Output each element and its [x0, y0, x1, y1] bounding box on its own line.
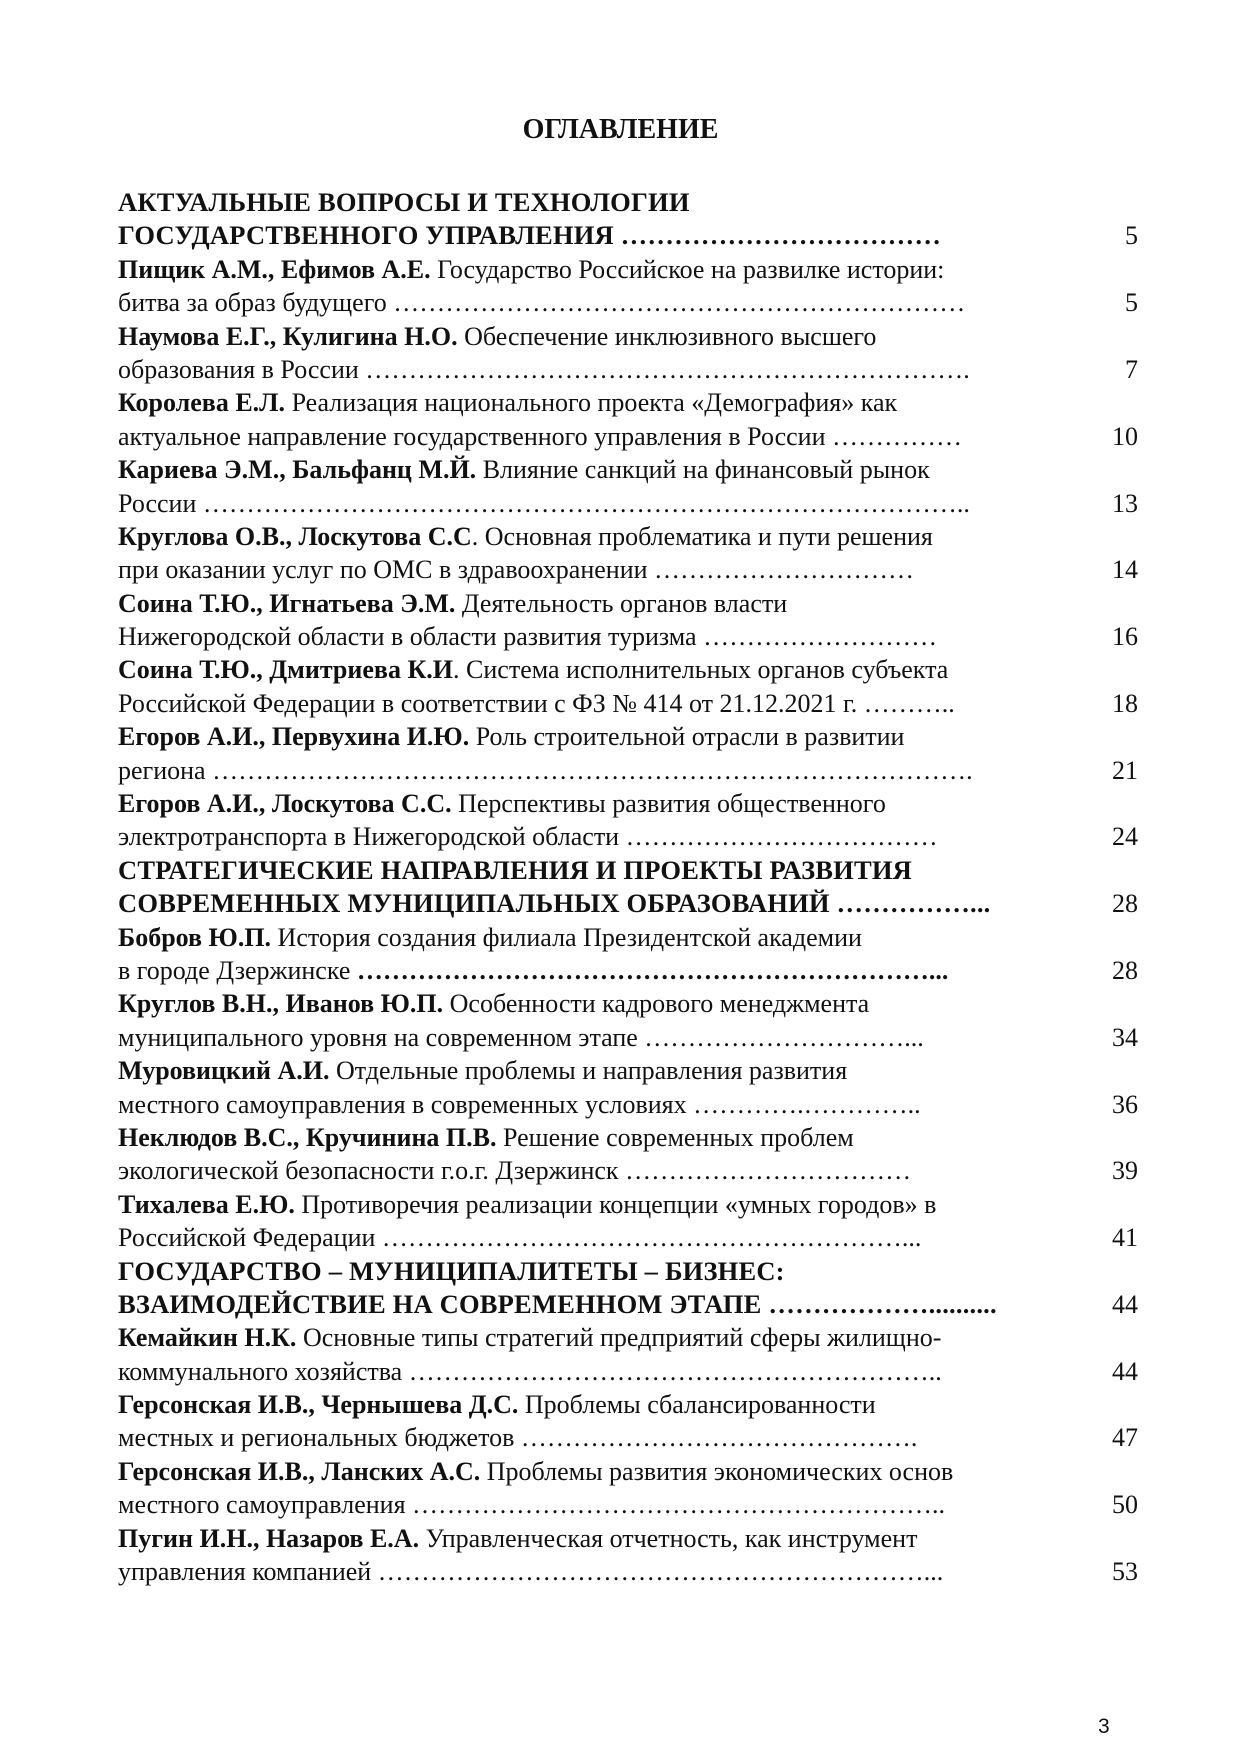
- toc-line-text: [118, 186, 1078, 219]
- section-title: ВЗАИМОДЕЙСТВИЕ НА СОВРЕМЕННОМ ЭТАПЕ ………………..........: [118, 1288, 997, 1319]
- entry-title: управления компанией ………………………………………………………...: [118, 1557, 944, 1587]
- entry-title: Роль строительной отрасли в развитии: [469, 722, 905, 752]
- toc-entry-line: [118, 1455, 1138, 1488]
- entry-title: в городе Дзержинске: [118, 955, 357, 985]
- toc-line-text: [118, 420, 1078, 453]
- toc-page-number: 53: [1112, 1557, 1138, 1587]
- toc-line-text: [118, 887, 1078, 920]
- toc-line-text: [118, 1421, 1078, 1454]
- toc-entry-line: [118, 1188, 1138, 1221]
- toc-page-number: 50: [1112, 1490, 1138, 1520]
- entry-title: экологической безопасности г.о.г. Дзержинск ……………………………: [118, 1156, 912, 1186]
- entry-authors: Соина Т.Ю., Дмитриева К.И: [118, 655, 454, 685]
- toc-entry-line: [118, 386, 1138, 419]
- toc-line-text: [118, 1555, 1078, 1588]
- toc-section-heading-line: [118, 1288, 1138, 1321]
- page-number: 3: [1098, 1715, 1110, 1738]
- entry-title: при оказании услуг по ОМС в здравоохранении …………………………: [118, 555, 915, 585]
- entry-authors: Бобров Ю.П.: [118, 922, 272, 952]
- entry-title: местных и региональных бюджетов ……………………………………….: [118, 1423, 918, 1453]
- toc-page-number: 7: [1125, 354, 1138, 384]
- toc-entry-line: [118, 1121, 1138, 1154]
- toc-entry-line: [118, 487, 1138, 520]
- toc-line-text: [118, 219, 1078, 252]
- toc-page-number: 5: [1125, 288, 1138, 318]
- entry-title: электротранспорта в Нижегородской области ………………………………: [118, 822, 938, 852]
- toc-line-text: [118, 1188, 1078, 1221]
- toc-page-number: 41: [1112, 1223, 1138, 1253]
- toc-entry-line: [118, 1088, 1138, 1121]
- toc-entry-line: [118, 653, 1138, 686]
- toc-line-text: [118, 854, 1078, 887]
- toc-line-text: [118, 720, 1078, 753]
- toc-line-text: [118, 820, 1078, 853]
- toc-page-number: 21: [1112, 755, 1138, 785]
- toc-entry-line: [118, 286, 1138, 319]
- entry-leader-dots: …………………………………………………………...: [356, 955, 949, 985]
- toc-line-text: [118, 620, 1078, 653]
- entry-authors: Кемайкин Н.К.: [118, 1323, 297, 1353]
- toc-page-number: 10: [1112, 421, 1138, 451]
- toc-page-number: 34: [1112, 1022, 1138, 1052]
- toc-line-text: [118, 921, 1078, 954]
- entry-authors: Неклюдов В.С., Кручинина П.В.: [118, 1122, 497, 1152]
- entry-title: России ……………………………………………………………………………..: [118, 488, 970, 518]
- entry-authors: Кариева Э.М., Бальфанц М.Й.: [118, 455, 477, 485]
- toc-page-number: 14: [1112, 555, 1138, 585]
- toc-page-number: 16: [1112, 622, 1138, 652]
- entry-title: Обеспечение инклюзивного высшего: [457, 321, 877, 351]
- entry-title: Отдельные проблемы и направления развития: [329, 1056, 848, 1086]
- toc-page-number: 5: [1125, 221, 1138, 251]
- toc-line-text: [118, 1488, 1078, 1521]
- toc-line-text: [118, 687, 1078, 720]
- toc-line-text: [118, 520, 1078, 553]
- toc-line-text: [118, 553, 1078, 586]
- entry-title: местного самоуправления ……………………………………………………..: [118, 1490, 946, 1520]
- entry-title: Российской Федерации ……………………………………………………...: [118, 1223, 922, 1253]
- toc-line-text: [118, 1054, 1078, 1087]
- entry-title: Проблемы развития экономических основ: [480, 1456, 954, 1486]
- toc-line-text: [118, 1355, 1078, 1388]
- entry-authors: Наумова Е.Г., Кулигина Н.О.: [118, 321, 458, 351]
- entry-title: Деятельность органов власти: [455, 588, 788, 618]
- toc-line-text: [118, 320, 1078, 353]
- toc-section-heading-line: [118, 186, 1138, 219]
- entry-title: Нижегородской области в области развития туризма ………………………: [118, 622, 938, 652]
- toc-entry-line: [118, 520, 1138, 553]
- toc-page-number: 24: [1112, 822, 1138, 852]
- toc-line-text: [118, 353, 1078, 386]
- toc-page-number: 18: [1112, 688, 1138, 718]
- toc-entry-line: [118, 687, 1138, 720]
- toc-line-text: [118, 587, 1078, 620]
- toc-entry-line: [118, 1355, 1138, 1388]
- toc-page-number: 36: [1112, 1089, 1138, 1119]
- page-title: ОГЛАВЛЕНИЕ: [522, 114, 719, 145]
- toc-entry-line: [118, 1522, 1138, 1555]
- toc-section-heading-line: [118, 219, 1138, 252]
- toc-entry-line: [118, 1021, 1138, 1054]
- toc-section-heading-line: [118, 1255, 1138, 1288]
- entry-title: битва за образ будущего …………………………………………………………: [118, 288, 966, 318]
- toc-entry-line: [118, 420, 1138, 453]
- entry-title: Противоречия реализации концепции «умных городов» в: [294, 1189, 937, 1219]
- toc-entry-line: [118, 353, 1138, 386]
- toc-entry-line: [118, 987, 1138, 1020]
- entry-title: актуальное направление государственного управления в России ……………: [118, 421, 962, 451]
- toc-entry-line: [118, 1054, 1138, 1087]
- entry-authors: Герсонская И.В., Ланских А.С.: [118, 1456, 481, 1486]
- toc-line-text: [118, 1321, 1078, 1354]
- toc-line-text: [118, 1221, 1078, 1254]
- toc-line-text: [118, 787, 1078, 820]
- entry-title: Основные типы стратегий предприятий сферы жилищно-: [296, 1323, 942, 1353]
- toc-line-text: [118, 286, 1078, 319]
- toc-line-text: [118, 954, 1078, 987]
- toc-section-heading-line: [118, 887, 1138, 920]
- toc-entry-line: [118, 1221, 1138, 1254]
- toc-line-text: [118, 653, 1078, 686]
- entry-title: местного самоуправления в современных условиях ………….…………..: [118, 1089, 921, 1119]
- toc-line-text: [118, 487, 1078, 520]
- toc-section-heading-line: [118, 854, 1138, 887]
- toc-entry-line: [118, 1154, 1138, 1187]
- toc-entry-line: [118, 587, 1138, 620]
- toc-line-text: [118, 1154, 1078, 1187]
- toc-line-text: [118, 386, 1078, 419]
- toc-entry-line: [118, 553, 1138, 586]
- toc-entry-line: [118, 620, 1138, 653]
- toc-entry-line: [118, 820, 1138, 853]
- entry-title: Решение современных проблем: [496, 1122, 854, 1152]
- entry-authors: Муровицкий А.И.: [118, 1056, 330, 1086]
- section-title: ГОСУДАРСТВО – МУНИЦИПАЛИТЕТЫ – БИЗНЕС:: [118, 1255, 785, 1286]
- entry-title: Управленческая отчетность, как инструмент: [419, 1523, 918, 1553]
- entry-authors: Тихалева Е.Ю.: [118, 1189, 295, 1219]
- toc-line-text: [118, 1455, 1078, 1488]
- entry-title: Реализация национального проекта «Демография» как: [285, 388, 898, 418]
- entry-title: . Система исполнительных органов субъекта: [453, 655, 949, 685]
- toc-entry-line: [118, 253, 1138, 286]
- entry-title: коммунального хозяйства ……………………………………………………..: [118, 1356, 942, 1386]
- entry-title: образования в России …………………………………………………………….: [118, 354, 970, 384]
- toc-line-text: [118, 987, 1078, 1020]
- toc-entry-line: [118, 787, 1138, 820]
- entry-title: Проблемы сбалансированности: [518, 1390, 876, 1420]
- toc-page-number: 28: [1112, 955, 1138, 985]
- entry-authors: Егоров А.И., Первухина И.Ю.: [118, 722, 470, 752]
- toc-line-text: [118, 453, 1078, 486]
- toc-line-text: [118, 253, 1078, 286]
- toc-line-text: [118, 1388, 1078, 1421]
- toc-entry-line: [118, 320, 1138, 353]
- entry-authors: Соина Т.Ю., Игнатьева Э.М.: [118, 588, 456, 618]
- entry-title: Государство Российское на развилке истории:: [430, 254, 945, 284]
- toc-page-number: 39: [1112, 1156, 1138, 1186]
- entry-title: региона …………………………………………………………………………….: [118, 755, 973, 785]
- toc-entry-line: [118, 453, 1138, 486]
- toc-line-text: [118, 1255, 1078, 1288]
- entry-title: Особенности кадрового менеджмента: [443, 989, 870, 1019]
- toc-line-text: [118, 1522, 1078, 1555]
- entry-authors: Круглов В.Н., Иванов Ю.П.: [118, 989, 444, 1019]
- entry-authors: Пищик А.М., Ефимов А.Е.: [118, 254, 431, 284]
- entry-authors: Герсонская И.В., Чернышева Д.С.: [118, 1390, 519, 1420]
- entry-authors: Пугин И.Н., Назаров Е.А.: [118, 1523, 420, 1553]
- toc-entry-line: [118, 720, 1138, 753]
- toc-page-number: 13: [1112, 488, 1138, 518]
- toc-page-number: 44: [1112, 1289, 1138, 1319]
- toc-entry-line: [118, 954, 1138, 987]
- toc-entry-line: [118, 1388, 1138, 1421]
- toc-page-number: 47: [1112, 1423, 1138, 1453]
- entry-title: . Основная проблематика и пути решения: [471, 521, 933, 551]
- entry-title: История создания филиала Президентской академии: [271, 922, 862, 952]
- toc-page-number: 44: [1112, 1356, 1138, 1386]
- table-of-contents: [118, 186, 1138, 1588]
- section-title: ГОСУДАРСТВЕННОГО УПРАВЛЕНИЯ ………………………………: [118, 220, 942, 251]
- entry-title: Влияние санкций на финансовый рынок: [476, 455, 930, 485]
- toc-line-text: [118, 754, 1078, 787]
- section-title: СОВРЕМЕННЫХ МУНИЦИПАЛЬНЫХ ОБРАЗОВАНИЙ ……………...: [118, 888, 991, 919]
- toc-entry-line: [118, 1555, 1138, 1588]
- section-title: АКТУАЛЬНЫЕ ВОПРОСЫ И ТЕХНОЛОГИИ: [118, 187, 690, 217]
- entry-title: Российской Федерации в соответствии с ФЗ № 414 от 21.12.2021 г. ………..: [118, 688, 955, 718]
- toc-page-number: 28: [1112, 889, 1138, 919]
- entry-title: муниципального уровня на современном этапе …………………………...: [118, 1022, 924, 1052]
- toc-line-text: [118, 1088, 1078, 1121]
- toc-line-text: [118, 1121, 1078, 1154]
- toc-line-text: [118, 1021, 1078, 1054]
- section-title: СТРАТЕГИЧЕСКИЕ НАПРАВЛЕНИЯ И ПРОЕКТЫ РАЗВИТИЯ: [118, 854, 913, 885]
- entry-authors: Егоров А.И., Лоскутова С.С.: [118, 789, 452, 819]
- toc-entry-line: [118, 1321, 1138, 1354]
- toc-line-text: [118, 1288, 1078, 1321]
- entry-authors: Круглова О.В., Лоскутова С.С: [118, 521, 472, 551]
- toc-entry-line: [118, 754, 1138, 787]
- entry-title: Перспективы развития общественного: [451, 789, 886, 819]
- toc-entry-line: [118, 1488, 1138, 1521]
- toc-entry-line: [118, 1421, 1138, 1454]
- toc-entry-line: [118, 921, 1138, 954]
- entry-authors: Королева Е.Л.: [118, 388, 286, 418]
